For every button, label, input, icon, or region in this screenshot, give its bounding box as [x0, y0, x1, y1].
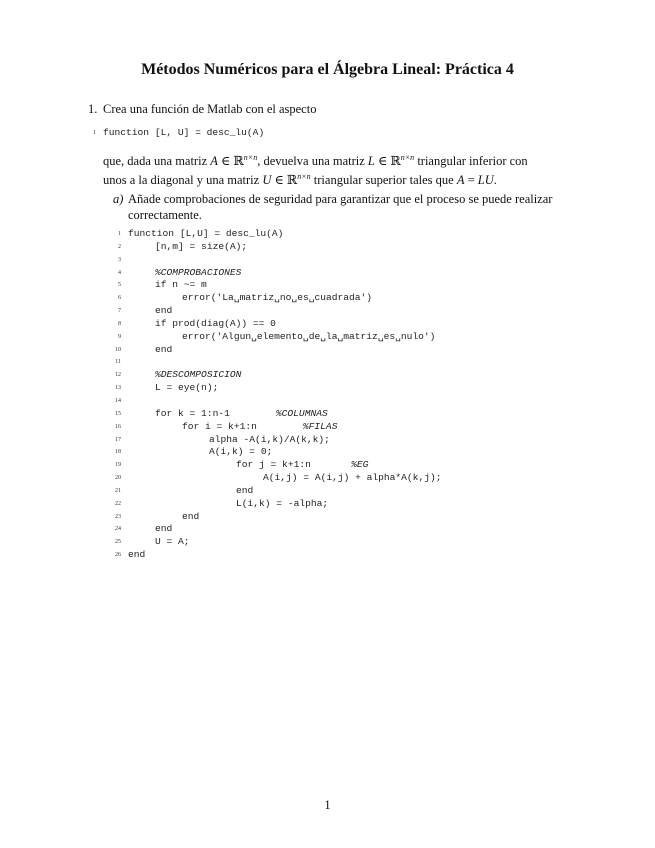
- line-number: 18: [115, 449, 121, 456]
- line-number: 16: [115, 423, 121, 430]
- line-number: 9: [118, 333, 121, 340]
- code-statement: end: [182, 510, 200, 522]
- code-text: [155, 536, 190, 549]
- code-statement: for j = k+1:n: [236, 459, 352, 471]
- line-number: 5: [118, 282, 121, 289]
- line-number: 20: [115, 475, 121, 482]
- line-number: 23: [115, 513, 121, 520]
- math-sup: n×n: [400, 153, 415, 162]
- code-statement: end: [155, 343, 173, 355]
- code-text: [182, 292, 372, 305]
- math-var: A: [210, 154, 218, 169]
- code-statement: alpha -A(i,k)/A(k,k);: [209, 433, 330, 445]
- math-var: L: [367, 154, 375, 169]
- math-var: A: [456, 173, 465, 188]
- code-text: [236, 485, 253, 498]
- code-text: [155, 267, 241, 280]
- code-statement: function [L,U] = desc_lu(A): [128, 228, 284, 239]
- math-op: ∈ ℝ: [271, 173, 298, 188]
- line-number: 7: [118, 308, 121, 315]
- code-statement: error('Algun␣elemento␣de␣la␣matriz␣es␣nulo'): [182, 330, 436, 342]
- line-number: 12: [115, 372, 121, 379]
- line-number: 2: [118, 243, 121, 250]
- code-text: [128, 549, 145, 562]
- text-run: unos a la diagonal y una matriz: [103, 173, 263, 188]
- line-number: 3: [118, 256, 121, 263]
- signature-listing: [88, 127, 265, 140]
- code-statement: A(i,j) = A(i,j) + alpha*A(k,j);: [263, 472, 442, 484]
- line-number: 19: [115, 462, 121, 469]
- line-number: 8: [118, 320, 121, 327]
- code-text: [155, 344, 172, 357]
- code-comment: %DESCOMPOSICION: [155, 369, 242, 381]
- code-text: [182, 511, 199, 524]
- code-text: [155, 523, 172, 536]
- math-var: U: [262, 173, 272, 188]
- page-title: Métodos Numéricos para el Álgebra Lineal: Práctica 4: [141, 61, 514, 78]
- code-statement: for i = k+1:n: [182, 420, 303, 432]
- code-text: [182, 421, 337, 434]
- code-text: [155, 408, 328, 421]
- code-text: [236, 498, 328, 511]
- line-number: 22: [115, 500, 121, 507]
- math-op: ∈ ℝ: [374, 154, 401, 169]
- line-number: 1: [93, 130, 96, 136]
- code-text: [155, 305, 172, 318]
- code-statement: if prod(diag(A)) == 0: [155, 317, 276, 329]
- subitem-label: a): [113, 192, 124, 206]
- code-text: [236, 459, 368, 472]
- math-var: LU: [477, 173, 494, 188]
- code-statement: error('La␣matriz␣no␣es␣cuadrada'): [182, 292, 373, 304]
- line-number: 1: [118, 231, 121, 237]
- code-statement: end: [128, 549, 146, 561]
- code-comment: %EG: [351, 459, 369, 471]
- description-line: [103, 150, 568, 169]
- exercise-number: 1.: [88, 102, 98, 116]
- code-comment: %FILAS: [302, 420, 338, 432]
- line-number: 14: [115, 397, 121, 404]
- code-text: [155, 279, 207, 292]
- line-number: 17: [115, 436, 121, 443]
- math-sup: n×n: [297, 172, 311, 182]
- code-statement: [n,m] = size(A);: [155, 240, 248, 252]
- line-number: 11: [115, 359, 121, 366]
- code-text: [263, 472, 441, 485]
- line-number: 25: [115, 539, 121, 546]
- code-text: [155, 318, 276, 331]
- code-statement: end: [155, 523, 173, 535]
- line-number: 24: [115, 526, 121, 533]
- code-statement: L = eye(n);: [155, 382, 219, 394]
- line-number: 13: [115, 385, 121, 392]
- math-op: =: [464, 173, 478, 188]
- text-run: triangular inferior con: [414, 154, 528, 169]
- code-text: function [L, U] = desc_lu(A): [103, 127, 265, 138]
- line-number: 4: [118, 269, 121, 276]
- text-run: que, dada una matriz: [103, 154, 211, 169]
- math-sup: n×n: [243, 153, 258, 162]
- exercise-intro: Crea una función de Matlab con el aspecto: [103, 102, 317, 116]
- description-line: [103, 169, 568, 188]
- subitem-text: Añade comprobaciones de seguridad para garantizar que el proceso se puede realizar correctamente.: [128, 192, 553, 222]
- code-text: [155, 241, 247, 254]
- code-text: [155, 382, 218, 395]
- line-number: 6: [118, 295, 121, 302]
- code-statement: end: [236, 484, 254, 496]
- line-number: 26: [115, 552, 121, 559]
- code-statement: if n ~= m: [155, 279, 207, 291]
- code-text: [209, 446, 272, 459]
- code-statement: U = A;: [155, 536, 190, 548]
- code-text: [155, 369, 241, 382]
- code-line: [88, 127, 265, 140]
- description-paragraph: [103, 150, 568, 188]
- math-op: ∈ ℝ: [217, 154, 244, 169]
- text-run: .: [493, 173, 497, 188]
- code-comment: %COLUMNAS: [275, 407, 328, 419]
- code-statement: A(i,k) = 0;: [209, 446, 273, 458]
- code-text: [182, 331, 435, 344]
- code-text: [209, 434, 330, 447]
- code-statement: for k = 1:n-1: [155, 407, 276, 419]
- page-number: 1: [324, 798, 331, 812]
- code-statement: end: [155, 305, 173, 317]
- line-number: 21: [115, 487, 121, 494]
- line-number: 10: [115, 346, 121, 353]
- text-run: , devuelva una matriz: [257, 154, 368, 169]
- code-comment: %COMPROBACIONES: [155, 266, 242, 278]
- code-statement: L(i,k) = -alpha;: [236, 497, 329, 509]
- line-number: 15: [115, 410, 121, 417]
- text-run: triangular superior tales que: [310, 173, 457, 188]
- code-text: [128, 228, 283, 241]
